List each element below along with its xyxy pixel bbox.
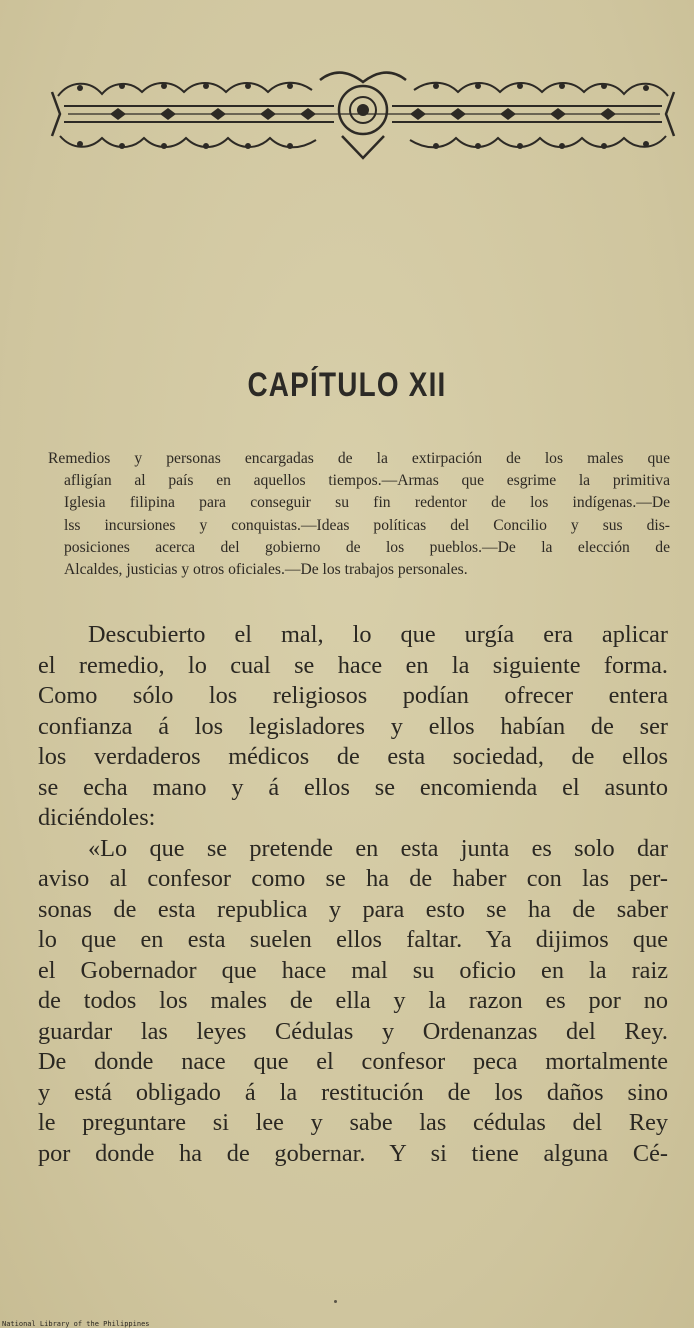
- summary-line: afligían al país en aquellos tiempos.—Armas que esgrime la primitiva: [64, 472, 670, 490]
- body-line: y está obligado á la restitución de los daños sino: [38, 1078, 668, 1106]
- body-line: le preguntare si lee y sabe las cédulas del Rey: [38, 1109, 668, 1136]
- chapter-summary: [48, 448, 670, 581]
- headpiece-ornament: [50, 66, 676, 166]
- body-text: [38, 620, 668, 1169]
- body-line: por donde ha de gobernar. Y si tiene alguna Cé-: [38, 1139, 668, 1167]
- body-line: de todos los males de ella y la razon es por no: [38, 987, 668, 1014]
- body-line: el Gobernador que hace mal su oficio en la raiz: [38, 956, 668, 984]
- summary-line: lss incursiones y conquistas.—Ideas políticas del Concilio y sus dis-: [64, 516, 670, 534]
- body-line: el remedio, lo cual se hace en la siguiente forma.: [38, 651, 668, 679]
- summary-line: Iglesia filipina para conseguir su fin redentor de los indígenas.—De: [64, 494, 670, 512]
- body-line: Descubierto el mal, lo que urgía era aplicar: [88, 621, 668, 648]
- body-line: Como sólo los religiosos podían ofrecer entera: [38, 682, 668, 709]
- chapter-title: CAPÍTULO XII: [247, 366, 447, 404]
- body-line: diciéndoles:: [38, 804, 156, 831]
- library-credit: National Library of the Philippines: [2, 1320, 150, 1328]
- body-line: lo que en esta suelen ellos faltar. Ya dijimos que: [38, 926, 668, 953]
- summary-line: posiciones acerca del gobierno de los pueblos.—De la elección de: [64, 538, 670, 556]
- summary-line: Alcaldes, justicias y otros oficiales.—De los trabajos personales.: [64, 561, 468, 579]
- summary-line: Remedios y personas encargadas de la extirpación de los males que: [48, 450, 670, 467]
- body-line: se echa mano y á ellos se encomienda el asunto: [38, 773, 668, 801]
- body-line: guardar las leyes Cédulas y Ordenanzas del Rey.: [38, 1017, 668, 1045]
- body-line: De donde nace que el confesor peca mortalmente: [38, 1048, 668, 1075]
- body-line: «Lo que se pretende en esta junta es solo dar: [88, 834, 668, 862]
- body-line: sonas de esta republica y para esto se ha de saber: [38, 895, 668, 923]
- page-speck: [334, 1300, 337, 1303]
- body-line: aviso al confesor como se ha de haber con las per-: [38, 865, 668, 892]
- body-line: confianza á los legisladores y ellos habían de ser: [38, 712, 668, 740]
- body-line: los verdaderos médicos de esta sociedad, de ellos: [38, 743, 668, 770]
